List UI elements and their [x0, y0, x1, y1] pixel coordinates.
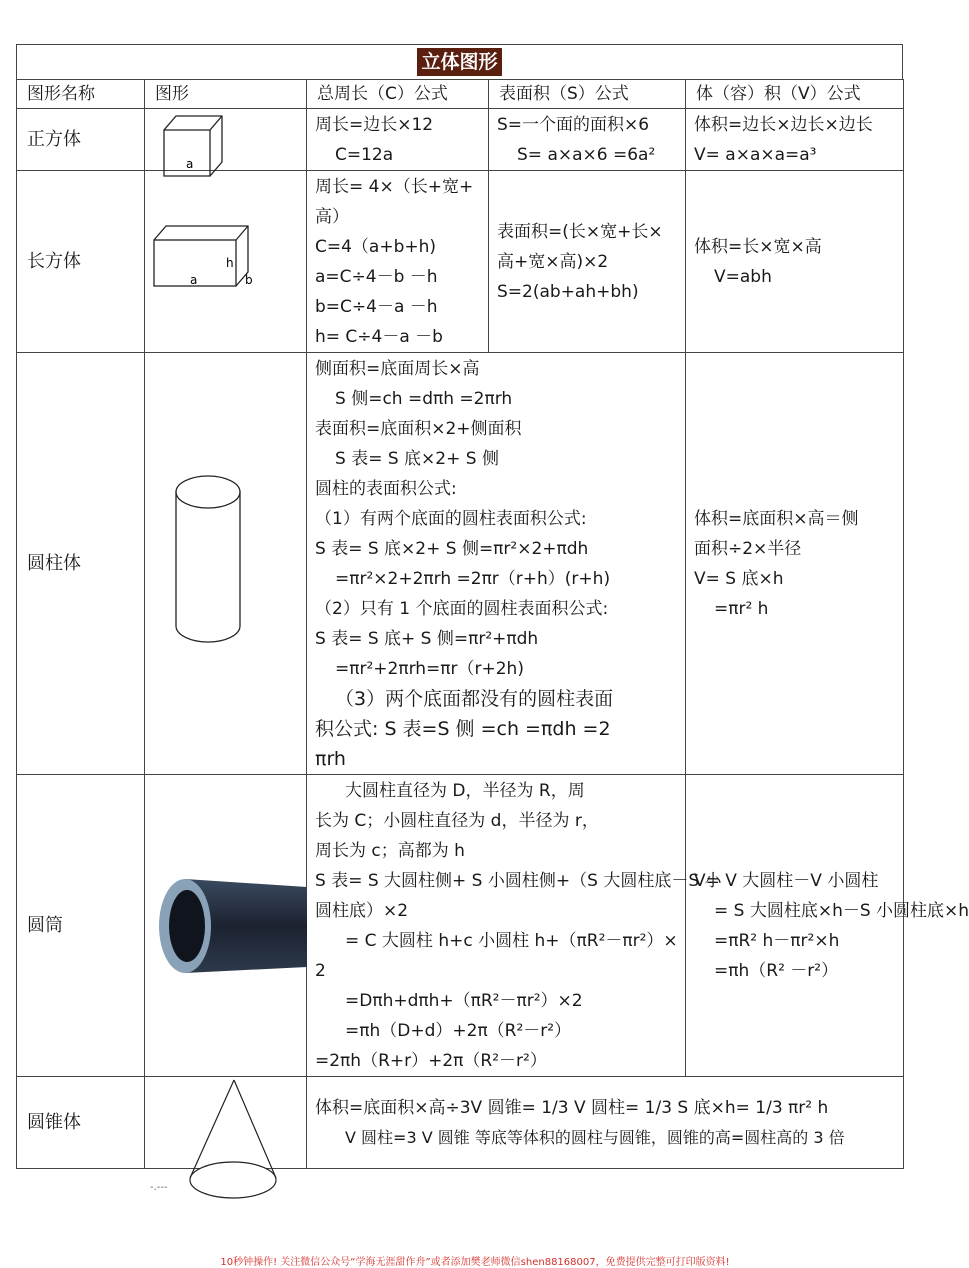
cuboid-label-a: a: [189, 272, 197, 287]
cone-drawing: [146, 1078, 306, 1168]
formula-line: πrh: [315, 747, 346, 770]
cuboid-label-h: h: [225, 255, 234, 270]
formula-line: 积公式: S 表=S 侧 =ch =πdh =2: [315, 717, 611, 740]
formula-line: S 表= S 大圆柱侧+ S 小圆柱侧+（S 大圆柱底－S 小: [315, 870, 722, 891]
cylinder-surface: [307, 353, 686, 775]
cylinder-drawing: [146, 474, 306, 654]
formula-line: =Dπh+dπh+（πR²－πr²）×2: [345, 990, 583, 1011]
cube-row: [17, 109, 904, 171]
formula-line: V= a×a×a=a³: [694, 144, 817, 165]
header-figure: 图形: [145, 80, 307, 109]
formula-line: （2）只有 1 个底面的圆柱表面积公式:: [315, 598, 609, 619]
cuboid-drawing: [146, 222, 306, 302]
tube-name: 圆筒: [17, 775, 145, 1077]
formula-line: V=abh: [714, 266, 772, 287]
cube-name: 正方体: [17, 109, 145, 171]
formula-line: V= S 底×h: [694, 568, 784, 589]
formula-line: V= V 大圆柱－V 小圆柱: [694, 870, 879, 891]
cuboid-label-b: b: [244, 272, 253, 287]
cuboid-row: [17, 171, 904, 353]
formula-line: C=4（a+b+h): [315, 236, 437, 257]
cylinder-figure: [145, 353, 307, 775]
formula-line: =2πh（R+r）+2π（R²－r²）: [315, 1050, 547, 1071]
formula-line: 高+宽×高)×2: [497, 251, 609, 272]
cube-perimeter: [307, 109, 489, 171]
cuboid-figure: [145, 171, 307, 353]
formula-line: S=一个面的面积×6: [497, 114, 650, 135]
cone-figure: [145, 1077, 307, 1169]
title-row: [16, 44, 903, 79]
formula-line: 周长=边长×12: [315, 114, 434, 135]
formula-line: S 侧=ch =dπh =2πrh: [335, 388, 513, 409]
stray-mark: -.---: [150, 1182, 168, 1193]
formula-sheet: [16, 44, 969, 1169]
formula-line: =πh（D+d）+2π（R²－r²）: [345, 1020, 572, 1041]
formula-line: 圆柱的表面积公式:: [315, 478, 457, 499]
cone-name: 圆锥体: [17, 1077, 145, 1169]
cuboid-surface: [489, 171, 686, 353]
tube-row: [17, 775, 904, 1077]
formula-line: 周长为 c；高都为 h: [315, 840, 465, 861]
formula-line: 体积=底面积×高＝侧: [694, 508, 859, 529]
header-row: [17, 80, 904, 109]
formula-line: S 表= S 底×2+ S 侧=πr²×2+πdh: [315, 538, 589, 559]
cylinder-name: 圆柱体: [17, 353, 145, 775]
formula-line: 体积=长×宽×高: [694, 236, 822, 257]
cube-surface: [489, 109, 686, 171]
formula-line: 高）: [315, 206, 349, 227]
footer-note: 10秒钟操作! 关注微信公众号“学海无涯甜作舟”或者添加樊老师微信shen88168007，免费提供完整可打印版资料!: [220, 1257, 730, 1268]
cube-figure: [145, 109, 307, 171]
header-perimeter: 总周长（C）公式: [307, 80, 489, 109]
cone-formulas: [307, 1077, 904, 1169]
formula-line: S 表= S 底×2+ S 侧: [335, 448, 499, 469]
formula-table: [16, 79, 969, 1169]
formula-line: 侧面积=底面周长×高: [315, 358, 480, 379]
cube-volume: [686, 109, 904, 171]
formula-line: 表面积=底面积×2+侧面积: [315, 418, 522, 439]
formula-line: = S 大圆柱底×h－S 小圆柱底×h: [714, 900, 969, 921]
formula-line: （1）有两个底面的圆柱表面积公式:: [315, 508, 587, 529]
formula-line: =πr² h: [714, 598, 769, 619]
formula-line: S 表= S 底+ S 侧=πr²+πdh: [315, 628, 539, 649]
formula-line: 2: [315, 960, 326, 981]
formula-line: b=C÷4－a －h: [315, 296, 438, 317]
formula-line: 体积=边长×边长×边长: [694, 114, 873, 135]
formula-line: a=C÷4－b －h: [315, 266, 438, 287]
formula-line: =πh（R² －r²）: [714, 960, 839, 981]
formula-line: = C 大圆柱 h+c 小圆柱 h+（πR²－πr²）×: [345, 930, 678, 951]
cone-volume-formula: 体积=底面积×高÷3V 圆锥= 1/3 V 圆柱= 1/3 S 底×h= 1/3 πr² h: [315, 1097, 829, 1118]
cuboid-name: 长方体: [17, 171, 145, 353]
tube-figure: [145, 775, 307, 1077]
cuboid-perimeter: [307, 171, 489, 353]
header-shape-name: 图形名称: [17, 80, 145, 109]
tube-volume: [686, 775, 969, 1077]
header-volume: 体（容）积（V）公式: [686, 80, 904, 109]
formula-line: S= a×a×6 =6a²: [517, 144, 656, 165]
formula-line: =πr²×2+2πrh =2πr（r+h）(r+h): [335, 568, 611, 589]
cone-row: [17, 1077, 904, 1169]
formula-line: 大圆柱直径为 D，半径为 R，周: [345, 780, 585, 801]
cylinder-volume: [686, 353, 904, 775]
formula-line: C=12a: [335, 144, 394, 165]
formula-line: （3）两个底面都没有的圆柱表面: [335, 687, 614, 710]
tube-drawing: [145, 871, 307, 981]
formula-line: 长为 C；小圆柱直径为 d，半径为 r，: [315, 810, 599, 831]
cube-drawing: [146, 110, 306, 170]
formula-line: 周长= 4×（长+宽+: [315, 176, 474, 197]
cone-relation-formula: V 圆柱=3 V 圆锥 等底等体积的圆柱与圆锥，圆锥的高=圆柱高的 3 倍: [345, 1127, 845, 1147]
tube-surface: [307, 775, 722, 1077]
formula-line: 圆柱底）×2: [315, 900, 409, 921]
cylinder-row: [17, 353, 904, 775]
formula-line: =πR² h－πr²×h: [714, 930, 840, 951]
formula-line: 表面积=(长×宽+长×: [497, 221, 663, 242]
formula-line: h= C÷4－a －b: [315, 326, 443, 347]
formula-line: S=2(ab+ah+bh): [497, 281, 639, 302]
formula-line: =πr²+2πrh=πr（r+2h): [335, 658, 524, 679]
cube-edge-label: a: [185, 156, 193, 171]
header-surface: 表面积（S）公式: [489, 80, 686, 109]
formula-line: 面积÷2×半径: [694, 538, 802, 559]
cuboid-volume: [686, 171, 904, 353]
page-title: 立体图形: [417, 48, 501, 76]
